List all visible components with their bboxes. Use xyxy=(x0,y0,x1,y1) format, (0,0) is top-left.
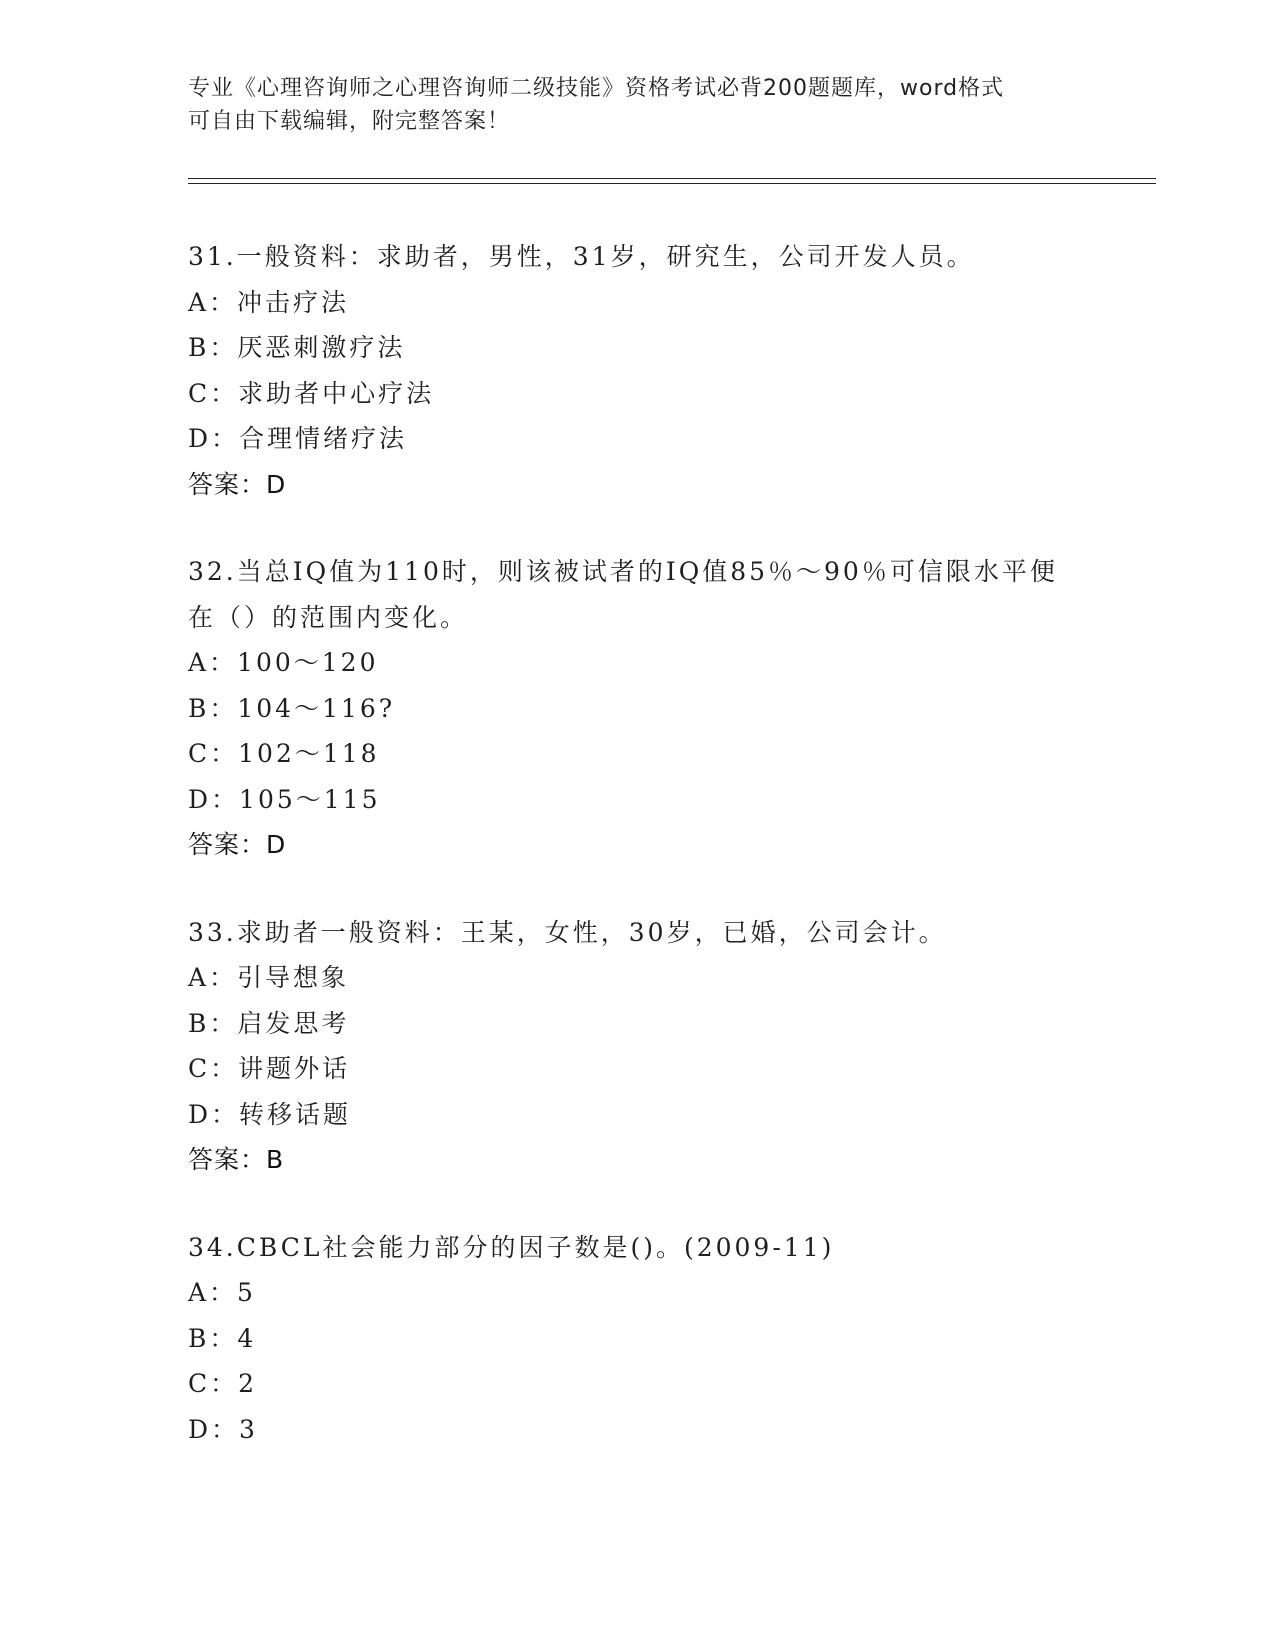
option-a: A：冲击疗法 xyxy=(188,287,350,317)
answer-line: 答案：D xyxy=(188,469,287,499)
answer-line: 答案：B xyxy=(188,1145,285,1174)
option-b: B：104～116? xyxy=(188,693,396,723)
option-d: D：转移话题 xyxy=(188,1099,352,1129)
question-31 xyxy=(188,234,1148,507)
question-33 xyxy=(188,910,1148,1183)
option-d: D：合理情绪疗法 xyxy=(188,424,408,453)
question-stem: 31.一般资料：求助者，男性，31岁，研究生，公司开发人员。 xyxy=(188,242,975,271)
option-a: A：5 xyxy=(188,1278,256,1307)
option-b: B：4 xyxy=(188,1323,257,1353)
header-line-1: 专业《心理咨询师之心理咨询师二级技能》资格考试必背200题题库，word格式 xyxy=(188,76,1005,101)
question-stem-continued: 在（）的范围内变化。 xyxy=(188,602,469,632)
question-32 xyxy=(188,549,1148,868)
header-line-2: 可自由下载编辑，附完整答案！ xyxy=(188,109,511,134)
option-a: A：100～120 xyxy=(188,648,379,677)
option-c: C：2 xyxy=(188,1369,258,1398)
option-b: B：启发思考 xyxy=(188,1008,350,1038)
option-c: C：求助者中心疗法 xyxy=(188,378,435,408)
question-34 xyxy=(188,1225,1148,1453)
option-d: D：3 xyxy=(188,1414,258,1444)
header-divider-top xyxy=(188,178,1156,179)
question-stem: 32.当总IQ值为110时，则该被试者的IQ值85％～90％可信限水平便 xyxy=(188,557,1058,586)
option-b: B：厌恶刺激疗法 xyxy=(188,333,406,362)
option-c: C：102～118 xyxy=(188,739,380,768)
question-stem: 33.求助者一般资料：王某，女性，30岁，已婚，公司会计。 xyxy=(188,917,947,947)
option-c: C：讲题外话 xyxy=(188,1054,351,1083)
header-divider-bottom xyxy=(188,183,1156,184)
option-d: D：105～115 xyxy=(188,784,381,814)
document-header xyxy=(188,72,1088,138)
answer-line: 答案：D xyxy=(188,830,287,859)
question-list xyxy=(188,234,1148,1494)
question-stem: 34.CBCL社会能力部分的因子数是()。(2009-11) xyxy=(188,1232,835,1262)
option-a: A：引导想象 xyxy=(188,963,350,992)
